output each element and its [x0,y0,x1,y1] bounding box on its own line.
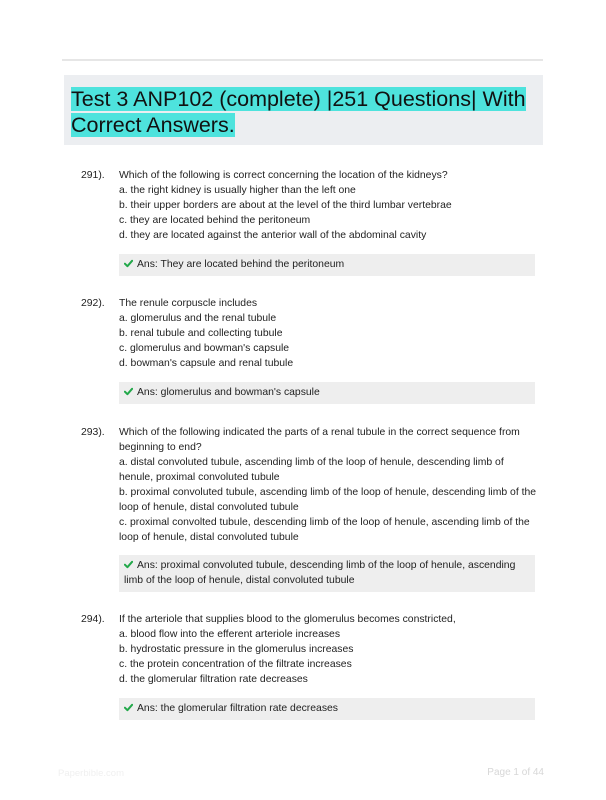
answer-text: Ans: proximal convoluted tubule, descending limb of the loop of henule, ascending limb of the loop of henule, distal convoluted tubule [124,560,516,586]
answer-text: Ans: glomerulus and bowman's capsule [137,387,320,398]
question-body [119,425,539,545]
question-item [81,296,541,371]
answer-box [119,698,535,720]
question-item [81,168,541,243]
check-icon [124,560,133,569]
option-d: d. bowman's capsule and renal tubule [119,358,294,369]
question-number: 293). [81,427,105,438]
question-item [81,612,541,687]
question-body [119,612,541,687]
footer-site-watermark: Paperbible.com [58,768,125,779]
option-d: d. they are located against the anterior wall of the abdominal cavity [119,230,427,241]
option-a: a. the right kidney is usually higher than the left one [119,185,356,196]
option-b: b. proximal convoluted tubule, ascending limb of the loop of henule, descending limb of the loop of henule, distal convoluted tubule [119,487,537,513]
answer-text: Ans: the glomerular filtration rate decreases [137,703,338,714]
question-number: 292). [81,298,105,309]
document-title-text: Test 3 ANP102 (complete) |251 Questions| With Correct Answers. [71,87,526,137]
option-b: b. their upper borders are about at the level of the third lumbar vertebrae [119,200,452,211]
answer-box [119,254,535,276]
question-number: 291). [81,170,105,181]
check-icon [124,387,133,396]
option-b: b. renal tubule and collecting tubule [119,328,283,339]
check-icon [124,259,133,268]
option-c: c. they are located behind the peritoneum [119,215,311,226]
question-number: 294). [81,614,105,625]
answer-box [119,555,535,592]
check-icon [124,703,133,712]
option-a: a. distal convoluted tubule, ascending limb of the loop of henule, descending limb of henule, proximal convoluted tubule [119,457,504,483]
question-stem: If the arteriole that supplies blood to the glomerulus becomes constricted, [119,614,456,625]
answer-text: Ans: They are located behind the peritoneum [137,259,345,270]
page-indicator: Page 1 of 44 [487,767,544,778]
answer-box [119,382,535,404]
option-a: a. blood flow into the efferent arteriole increases [119,629,341,640]
question-body [119,296,541,371]
question-stem: Which of the following indicated the parts of a renal tubule in the correct sequence from beginning to end? [119,427,520,453]
option-b: b. hydrostatic pressure in the glomerulus increases [119,644,354,655]
option-d: d. the glomerular filtration rate decreases [119,674,308,685]
option-c: c. proximal convolted tubule, descending limb of the loop of henule, ascending limb of the loop of henule, distal convoluted tubule [119,517,530,543]
question-body [119,168,541,243]
document-title [71,86,537,138]
option-a: a. glomerulus and the renal tubule [119,313,277,324]
question-item [81,425,541,545]
option-c: c. the protein concentration of the filtrate increases [119,659,352,670]
option-c: c. glomerulus and bowman's capsule [119,343,290,354]
question-stem: The renule corpuscle includes [119,298,258,309]
question-stem: Which of the following is correct concerning the location of the kidneys? [119,170,448,181]
top-divider [62,59,543,61]
